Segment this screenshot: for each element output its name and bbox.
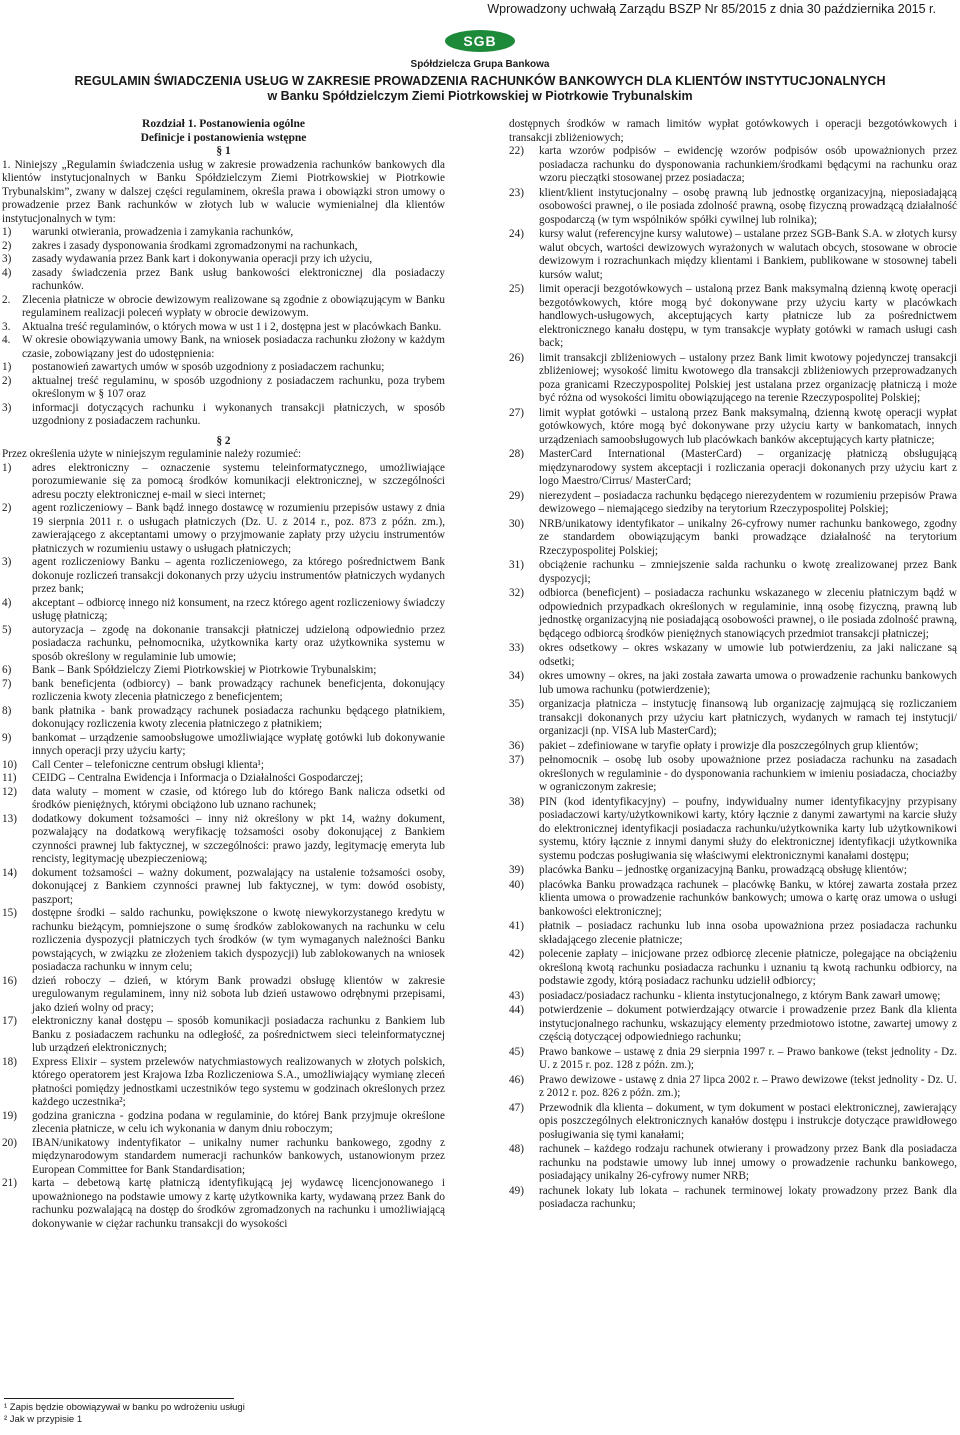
definitions-list-right	[509, 145, 957, 1212]
definition-item	[509, 864, 957, 878]
definition-item-number: 35)	[509, 698, 524, 710]
disclosure-list-item-number: 3)	[2, 401, 12, 414]
definition-item	[509, 1004, 957, 1045]
scope-list-item-text: zasady wydawania przez Bank kart i dokonywania operacji przy ich użyciu,	[32, 253, 373, 265]
definition-item	[2, 1137, 445, 1178]
document-title	[0, 74, 960, 104]
definition-item-number: 19)	[2, 1109, 17, 1122]
definition-item-text: data waluty – moment w czasie, od którego lub do którego Bank nalicza odsetki od środków pieniężnych, którymi obciążono lub uznano rachunek;	[32, 785, 445, 811]
definition-item	[2, 907, 445, 975]
scope-list-item	[2, 267, 445, 294]
definition-item-text: rachunek – każdego rodzaju rachunek otwierany i prowadzony przez Bank dla posiadacza rachunku na podstawie umowy lub innej umowy o prowadzenie rachunku bankowego, posiadający unikalny 26-cyfrowy numer NRB;	[539, 1143, 957, 1182]
definition-item-number: 5)	[2, 623, 12, 636]
scope-list-item-text: warunki otwierania, prowadzenia i zamykania rachunków,	[32, 226, 294, 238]
definition-item	[509, 187, 957, 228]
definition-item-text: Express Elixir – system przelewów natychmiastowych realizowanych w złotych polskich, którego operatorem jest Krajowa Izba Rozliczeniowa S.A., umożliwiający wymianę zleceń płatności pomiędzy jednostkami uczestników tego systemu w godzinach określonych przez każdego uczestnika²;	[32, 1055, 445, 1108]
definition-item-number: 25)	[509, 283, 524, 295]
definition-item	[509, 587, 957, 641]
definition-item-number: 45)	[509, 1045, 524, 1058]
definition-item-text: potwierdzenie – dokument potwierdzający otwarcie i prowadzenie przez Bank dla klienta instytucjonalnego rachunku, wskazujący elementy przedmiotowo istotne, zawartej umowy z częścią dotyczącej odpowiedniego rachunku;	[539, 1004, 957, 1043]
definition-item-text: polecenie zapłaty – inicjowane przez odbiorcę zlecenie płatnicze, polegające na obciążeniu określoną kwotą rachunku posiadacza rachunku i uznaniu tą kwotą rachunku odbiorcy, na podstawie zgody, którą posiadacz rachunku udzielił odbiorcy;	[539, 948, 957, 987]
definition-item-number: 4)	[2, 596, 12, 609]
definition-item-text: pakiet – zdefiniowane w taryfie opłaty i prowizje dla poszczególnych grup klientów;	[539, 739, 919, 752]
definition-item	[509, 754, 957, 795]
definition-item-number: 42)	[509, 948, 524, 960]
definition-item-text: nierezydent – posiadacza rachunku będącego nierezydentem w rozumieniu przepisów Prawa dewizowego – niemającego siedziby na terytorium Rzeczypospolitej Polskiej;	[539, 489, 957, 515]
definition-item-number: 36)	[509, 739, 524, 752]
definition-item	[2, 786, 445, 813]
scope-list-item-number: 1)	[2, 226, 12, 238]
definition-item-text: IBAN/unikatowy indentyfikator – unikalny numer rachunku bankowego, zgodny z międzynarodowym standardem numeracji rachunków bankowych, ustanowionym przez European Committee for Bank Standardisation;	[32, 1136, 445, 1176]
definition-item-number: 48)	[509, 1143, 524, 1155]
definition-item	[2, 759, 445, 773]
scope-list-item-number: 4)	[2, 266, 12, 279]
definition-item-number: 49)	[509, 1184, 524, 1197]
chapter-subheading: Definicje i postanowienia wstępne	[140, 131, 307, 144]
paragraph-4-list	[2, 361, 445, 429]
definition-item-number: 34)	[509, 670, 524, 682]
paragraph-1-list	[2, 226, 445, 294]
definition-item-text: limit wypłat gotówki – ustaloną przez Bank maksymalną, dzienną kwotę operacji wypłat gotówkowych, które mogą być dokonywane przy użyciu karty w bankomatach, innych urządzeniach samoobsługowych lub placówkach banków akceptujących karty płatnicze;	[539, 406, 957, 446]
definition-item	[2, 664, 445, 678]
right-column	[509, 118, 957, 1213]
definition-item	[2, 772, 445, 786]
definition-item	[509, 407, 957, 448]
definition-item-text: pełnomocnik – osobę lub osoby upoważnione przez posiadacza rachunku na zasadach określonych w regulaminie - do dysponowania rachunkiem w imieniu posiadacza, chociażby w ograniczonym zakresie;	[539, 754, 957, 793]
section-2-heading: § 2	[216, 434, 231, 447]
definition-item	[509, 642, 957, 669]
definition-item-text: Prawo dewizowe - ustawę z dnia 27 lipca 2002 r. – Prawo dewizowe (tekst jednolity - Dz. U. z 2012 r. poz. 826 z późn. zm.);	[539, 1073, 957, 1099]
definition-item-number: 12)	[2, 785, 17, 798]
definition-item-number: 28)	[509, 448, 524, 460]
definition-item-text: agent rozliczeniowy Banku – agenta rozliczeniowego, za którego pośrednictwem Bank dokonuje rozliczeń transakcji dokonanych przy użyciu instrumentów płatniczych wydanych przez bank;	[32, 556, 445, 595]
definition-item-text: godzina graniczna - godzina podana w regulaminie, do której Bank przyjmuje określone zlecenia płatnicze, w celu ich wykonania w danym dniu roboczym;	[32, 1109, 445, 1135]
footnotes	[4, 1402, 245, 1426]
definition-item	[2, 1110, 445, 1137]
scope-list-item	[2, 226, 445, 240]
definition-item-number: 33)	[509, 642, 524, 654]
paragraph-2: 2. Zlecenia płatnicze w obrocie dewizowym realizowane są zgodnie z obowiązującym w Banku regulaminem realizacji poleceń wypłaty w obrocie dewizowym.	[2, 293, 445, 319]
definition-item-text: Bank – Bank Spółdzielczy Ziemi Piotrkowskiej w Piotrkowie Trybunalskim;	[32, 664, 377, 676]
definition-item-number: 31)	[509, 559, 524, 571]
definition-item-number: 17)	[2, 1015, 17, 1027]
definitions-list-left	[2, 462, 445, 1232]
definition-item	[2, 732, 445, 759]
definition-item-text: dzień roboczy – dzień, w którym Bank prowadzi obsługę klientów w zakresie uregulowanym regulaminem, inny niż sobota lub dzień ustawowo odrębnymi przepisami, jako dzień wolny od pracy;	[32, 974, 445, 1014]
definition-item	[2, 705, 445, 732]
definition-item-text: dodatkowy dokument tożsamości – inny niż określony w pkt 14, ważny dokument, pozwalający na dodatkową weryfikację tożsamości osoby dokonującej z Bankiem czynności prawnej lub faktycznej, w szczególności: prawo jazdy, legitymację emeryta lub rencisty, legitymację ubezpieczeniową;	[32, 812, 445, 865]
definition-item-number: 21)	[2, 1177, 17, 1189]
paragraph-4: 4. W okresie obowiązywania umowy Bank, na wniosek posiadacza rachunku złożony w każdym czasie, zobowiązany jest do udostępnienia:	[2, 334, 445, 360]
definition-item	[2, 624, 445, 665]
logo-text: SGB	[463, 33, 497, 49]
definition-item-text: agent rozliczeniowy – Bank bądź innego dostawcę w rozumieniu przepisów ustawy z dnia 19 sierpnia 2011 r. o usługach płatniczych (Dz. U. z 2014 r., poz. 873 z późn. zm.), zawierającego z akceptantami umowy o przyjmowanie zapłaty przy użyciu instrumentów płatniczych w rozumieniu ustawy o usługach płatniczych;	[32, 502, 445, 555]
definition-item-number: 29)	[509, 489, 524, 502]
definition-item	[509, 1102, 957, 1143]
scope-list-item-text: zasady świadczenia przez Bank usług bankowości elektronicznej dla posiadaczy rachunków.	[32, 266, 445, 292]
definition-item-text: bankomat – urządzenie samoobsługowe umożliwiające wypłatę gotówki lub dokonywanie innych operacji przy użyciu karty;	[32, 731, 445, 757]
definition-item	[2, 678, 445, 705]
chapter-heading: Rozdział 1. Postanowienia ogólne	[142, 118, 305, 130]
definition-item-number: 32)	[509, 587, 524, 599]
definition-item	[2, 975, 445, 1016]
definition-item-number: 14)	[2, 866, 17, 879]
disclosure-list-item-text: informacji dotyczących rachunku i wykonanych transakcji płatniczych, w sposób uzgodniony z posiadaczem rachunku.	[32, 401, 445, 427]
logo-subtitle: Spółdzielcza Grupa Bankowa	[410, 59, 550, 70]
definition-item	[509, 490, 957, 517]
disclosure-list-item	[2, 361, 445, 375]
footnote-1: ¹ Zapis będzie obowiązywał w banku po wdrożeniu usługi	[4, 1402, 245, 1413]
definition-item-number: 47)	[509, 1101, 524, 1114]
paragraph-1: 1. Niniejszy „Regulamin świadczenia usług w zakresie prowadzenia rachunków bankowych dla klientów instytucjonalnych w Banku Spółdzielczym Ziemi Piotrkowskiej w Piotrkowie Trybunalskim”, zwany w dalszej części regulaminem, określa prawa i obowiązki stron umowy o prowadzenie przez Bank rachunków w złotych lub w walucie wymienialnej dla klientów instytucjonalnych w tym:	[2, 158, 445, 225]
definition-item	[509, 990, 957, 1004]
definitions-intro: Przez określenia użyte w niniejszym regulaminie należy rozumieć:	[2, 448, 302, 460]
definition-item	[509, 559, 957, 586]
sgb-logo-icon	[445, 30, 515, 54]
definition-item	[2, 867, 445, 908]
definition-item	[509, 145, 957, 186]
disclosure-list-item-number: 2)	[2, 374, 12, 387]
definition-item-number: 8)	[2, 704, 12, 717]
definition-item-text: NRB/unikatowy identyfikator – unikalny 26-cyfrowy numer rachunku bankowego, zgodny ze standardem obowiązującym banki prowadzące działalność na terytorium Rzeczypospolitej Polskiej;	[539, 517, 957, 557]
definition-item-text: Prawo bankowe – ustawę z dnia 29 sierpnia 1997 r. – Prawo bankowe (tekst jednolity - Dz. U. z 2015 r. poz. 128 z późn. zm.);	[539, 1045, 957, 1071]
definition-item-text: bank beneficjenta (odbiorcy) – bank prowadzący rachunek beneficjenta, dokonujący rozliczenia kwoty zlecenia płatniczego z beneficjentem;	[32, 677, 445, 703]
definition-item-text: posiadacz/posiadacz rachunku - klienta instytucjonalnego, z którym Bank zawarł umowę;	[539, 989, 941, 1002]
definition-item	[509, 352, 957, 406]
definition-item-number: 15)	[2, 907, 17, 919]
footnote-divider	[4, 1398, 234, 1399]
definition-item	[509, 1143, 957, 1184]
definition-item-text: placówka Banku prowadząca rachunek – placówkę Banku, w której zawarta została przez klienta umowa o prowadzenie rachunków bankowych; umowa o kartę oraz umowa o usługi bankowości elektronicznej;	[539, 878, 957, 918]
definition-item	[2, 502, 445, 556]
scope-list-item	[2, 240, 445, 254]
definition-item-text: rachunek lokaty lub lokata – rachunek terminowej lokaty prowadzony przez Bank dla posiadacza rachunku;	[539, 1184, 957, 1210]
definition-item	[2, 813, 445, 867]
definition-item	[509, 740, 957, 754]
definition-item-number: 22)	[509, 145, 524, 157]
definition-item-text: PIN (kod identyfikacyjny) – poufny, indywidualny numer identyfikacyjny przypisany posiadaczowi karty/użytkownikowi karty, który łącznie z danymi zawartymi na karcie służy do elektronicznej identyfikacji posiadacza rachunku/użytkownika karty lub użytkownikowi systemu, który łącznie z innymi danymi służy do elektronicznej identyfikacji użytkownika systemu podczas posługiwania się właściwymi elektronicznymi kanałami dostępu;	[539, 795, 957, 862]
definition-item-number: 18)	[2, 1055, 17, 1068]
definition-item	[509, 1185, 957, 1212]
definition-item-number: 7)	[2, 677, 12, 690]
definition-item-text: Call Center – telefoniczne centrum obsługi klienta¹;	[32, 758, 265, 771]
definition-item-number: 16)	[2, 974, 17, 987]
definition-item	[509, 796, 957, 864]
definition-item	[2, 597, 445, 624]
definition-item-number: 37)	[509, 754, 524, 766]
disclosure-list-item	[2, 375, 445, 402]
definition-item-text: dostępne środki – saldo rachunku, powiększone o kwotę niewykorzystanego kredytu w rachunku bieżącym, pomniejszone o sumę środków zablokowanych na rachunku w celu rozliczenia dyspozycji płatniczych tych środków (w tym wymaganych należności Banku powstających, w związku ze złożeniem takich dyspozycji) lub zablokowanych na wniosek posiadacza rachunku w innym celu;	[32, 907, 445, 973]
definition-item-text: okres odsetkowy – okres wskazany w umowie lub potwierdzeniu, za jaki naliczane są odsetki;	[539, 642, 957, 668]
definition-item-number: 2)	[2, 502, 12, 514]
definition-item-text: autoryzacja – zgodę na dokonanie transakcji płatniczej udzieloną odpowiednio przez posiadacza rachunku, pełnomocnika, użytkownika karty oraz użytkownika systemu w sposób określony w regulaminie lub umowie;	[32, 623, 445, 663]
definition-item-number: 26)	[509, 351, 524, 364]
definition-item-text: karta – debetową kartę płatniczą identyfikującą jej wydawcę licencjonowanego i upoważnionego na podstawie umowy z kartę użytkownika karty, wydawaną przez Bank do rachunku pozwalającą na dostęp do środków zgromadzonych na rachunku i umożliwiającą dokonywanie w ciężar rachunku transakcji do wysokości	[32, 1177, 445, 1230]
disclosure-list-item-number: 1)	[2, 361, 12, 373]
definition-item	[509, 283, 957, 351]
footnote-2: ² Jak w przypisie 1	[4, 1414, 83, 1425]
definition-item-text: akceptant – odbiorcę innego niż konsument, na rzecz którego agent rozliczeniowy świadczy usługę płatniczą;	[32, 596, 445, 622]
section-1-heading: § 1	[216, 145, 231, 157]
definition-item-number: 20)	[2, 1136, 17, 1149]
definition-item	[509, 948, 957, 989]
definition-item-number: 46)	[509, 1073, 524, 1086]
scope-list-item-number: 3)	[2, 253, 12, 265]
definition-item-text: placówka Banku – jednostkę organizacyjną Banku, prowadzącą obsługę klientów;	[539, 864, 907, 876]
definition-item	[2, 1056, 445, 1110]
definition-item-number: 6)	[2, 664, 12, 676]
definition-item-text: kursy walut (referencyjne kursy walutowe) – ustalane przez SGB-Bank S.A. w złotych kursy walut obcych, wartości dewizowych wyrażonych w walutach obcych, stosowane w obrocie dewizowym i rozrachunkach między klientami i Bankiem, publikowane w stosownej tabeli kursów walut;	[539, 228, 957, 281]
definition-item-text: bank płatnika - bank prowadzący rachunek posiadacza rachunku będącego płatnikiem, dokonujący rozliczenia kwoty zlecenia płatniczego z płatnikiem;	[32, 704, 445, 730]
scope-list-item	[2, 253, 445, 267]
definition-item-text: CEIDG – Centralna Ewidencja i Informacja o Działalności Gospodarczej;	[32, 772, 364, 784]
definition-item	[2, 462, 445, 503]
definition-item-text: organizacja płatnicza – instytucję finansową lub organizację zajmującą się rozliczaniem transakcji dokonanych przy użyciu kart płatniczych, wydanych w ramach tej instytucji/ organizacji (np. VISA lub MasterCard);	[539, 698, 957, 737]
definition-item-number: 41)	[509, 920, 524, 932]
definition-item	[509, 518, 957, 559]
scope-list-item-number: 2)	[2, 239, 12, 252]
definition-item-number: 43)	[509, 989, 524, 1002]
definition-item-number: 11)	[2, 772, 17, 784]
definition-item-text: klient/klient instytucjonalny – osobę prawną lub jednostkę organizacyjną, nieposiadającą osobowości prawnej, o ile posiada zdolność prawną, osobę fizyczną prowadzącą działalność gospodarczą (w tym wspólników spółki cywilnej lub rolnika);	[539, 186, 957, 226]
definition-item-number: 27)	[509, 406, 524, 419]
bank-logo	[0, 30, 960, 70]
definition-item-text: odbiorca (beneficjent) – posiadacza rachunku wskazanego w zleceniu płatniczym bądź w odpowiednich przypadkach określonych w regulaminie, inną osobę fizyczną, prawną lub jednostkę organizacyjną nie posiadającą osobowości prawnej, o ile posiada zdolność prawną, będącego odbiorcą środków pieniężnych stanowiących przedmiot transakcji płatniczej;	[539, 587, 957, 640]
title-line-1: REGULAMIN ŚWIADCZENIA USŁUG W ZAKRESIE PROWADZENIA RACHUNKÓW BANKOWYCH DLA KLIENTÓW INSTYTUCJONALNYCH	[74, 74, 886, 88]
definition-item-number: 39)	[509, 864, 524, 876]
definition-item	[509, 920, 957, 947]
title-line-2: w Banku Spółdzielczym Ziemi Piotrkowskiej w Piotrkowie Trybunalskim	[267, 89, 693, 103]
definition-item	[509, 1046, 957, 1073]
definition-item	[2, 1177, 445, 1231]
definition-item-number: 40)	[509, 878, 524, 891]
definition-item-text: limit operacji bezgotówkowych – ustaloną przez Bank maksymalną dzienną kwotę operacji bezgotówkowych, które mogą być dokonywane przy użyciu karty w placówkach handlowych-usługowych, akceptujących karty płatnicze lub za pośrednictwem elektronicznego kanału dostępu, w tym transakcje wypłaty gotówki w ramach usługi cash back;	[539, 283, 957, 349]
definition-item	[509, 228, 957, 282]
definition-item-number: 24)	[509, 228, 524, 240]
definition-item-number: 9)	[2, 731, 12, 744]
definition-item	[509, 698, 957, 739]
definition-item-number: 23)	[509, 186, 524, 199]
definition-item-number: 30)	[509, 517, 524, 530]
disclosure-list-item	[2, 402, 445, 429]
definition-item	[509, 879, 957, 920]
definition-item	[509, 670, 957, 697]
left-column	[2, 118, 445, 1231]
definition-item-text: okres umowny – okres, na jaki została zawarta umowa o prowadzenie rachunku bankowych lub umowa rachunku (potwierdzenie);	[539, 670, 957, 696]
definition-item-text: karta wzorów podpisów – ewidencję wzorów podpisów osób upoważnionych przez posiadacza rachunku do dysponowania rachunkiem/środkami będącymi na rachunku oraz wzoru pieczątki stosowanej przez posiadacza;	[539, 145, 957, 184]
definition-item	[2, 556, 445, 597]
definition-21-continuation: dostępnych środków w ramach limitów wypłat gotówkowych i operacji bezgotówkowych i transakcji zbliżeniowych;	[509, 118, 957, 144]
disclosure-list-item-text: aktualnej treść regulaminu, w sposób uzgodniony z posiadaczem rachunku, poza trybem określonym w § 107 oraz	[32, 374, 445, 400]
definition-item-number: 44)	[509, 1004, 524, 1016]
approval-note: Wprowadzony uchwałą Zarządu BSZP Nr 85/2015 z dnia 30 października 2015 r.	[487, 2, 936, 16]
definition-item-number: 1)	[2, 461, 12, 474]
definition-item-text: MasterCard International (MasterCard) – organizację płatniczą obsługującą międzynarodowy system akceptacji i rozliczania operacji dokonanych przy użyciu kart z logo Maestro/Cirrus/ MasterCard;	[539, 448, 957, 487]
definition-item-number: 10)	[2, 758, 17, 771]
definition-item	[509, 1074, 957, 1101]
definition-item-text: elektroniczny kanał dostępu – sposób komunikacji posiadacza rachunku z Bankiem lub Banku z posiadaczem rachunku na odległość, za pośrednictwem sieci teleinformatycznej lub urządzeń elektronicznych;	[32, 1015, 445, 1054]
definition-item-text: Przewodnik dla klienta – dokument, w tym dokument w postaci elektronicznej, zawierający opis poszczególnych elektronicznych kanałów dostępu i instrukcje dotyczące prawidłowego posługiwania się tymi kanałami;	[539, 1101, 957, 1141]
scope-list-item-text: zakres i zasady dysponowania środkami zgromadzonymi na rachunkach,	[32, 239, 358, 252]
definition-item-text: adres elektroniczny – oznaczenie systemu teleinformatycznego, umożliwiające porozumiewanie się za pomocą środków komunikacji elektronicznej, w szczególności adresu poczty elektronicznej e-mail w sieci internet;	[32, 461, 445, 501]
definition-item-text: obciążenie rachunku – zmniejszenie salda rachunku o kwotę zrealizowanej przez Bank dyspozycji;	[539, 559, 957, 585]
definition-item-text: płatnik – posiadacz rachunku lub inna osoba upoważniona przez posiadacza rachunku składającego zlecenie płatnicze;	[539, 920, 957, 946]
definition-item-number: 13)	[2, 812, 17, 825]
disclosure-list-item-text: postanowień zawartych umów w sposób uzgodniony z posiadaczem rachunku;	[32, 361, 385, 373]
paragraph-3: 3. Aktualna treść regulaminów, o których mowa w ust 1 i 2, dostępna jest w placówkach Banku.	[2, 320, 442, 333]
definition-item-text: dokument tożsamości – ważny dokument, pozwalający na ustalenie tożsamości osoby, dokonującej z Bankiem czynności prawnej lub faktycznej, w tym: dowód osobisty, paszport;	[32, 866, 445, 906]
definition-item	[509, 448, 957, 489]
definition-item-text: limit transakcji zbliżeniowych – ustalony przez Bank limit kwotowy pojedynczej transakcji zbliżeniowej; wysokość limitu kwotowego dla transakcji zbliżeniowych przeprowadzanych poza granicami Rzeczypospolitej Polskiej jest ustalana przez organizację płatniczą i może być różna od wysokości limitu obowiązującego na terenie Rzeczypospolitej Polskiej;	[539, 351, 957, 404]
definition-item-number: 3)	[2, 556, 12, 568]
definition-item-number: 38)	[509, 795, 524, 808]
definition-item	[2, 1015, 445, 1056]
